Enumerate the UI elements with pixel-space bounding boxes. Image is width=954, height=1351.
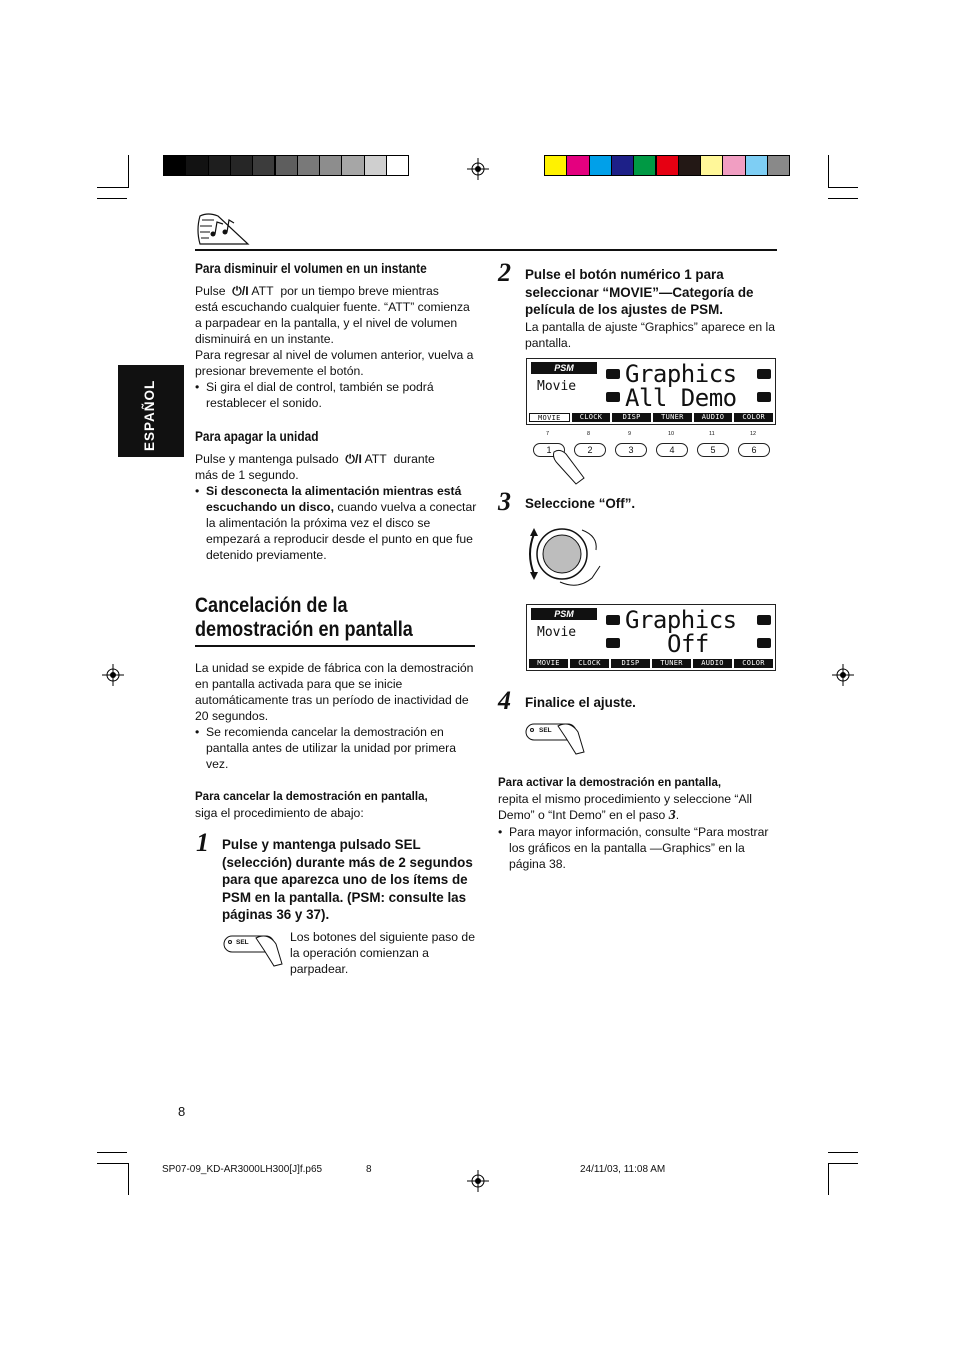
- finger-press-icon: [550, 448, 586, 486]
- lcd-display: [526, 358, 776, 425]
- lcd-line2: Off: [667, 630, 709, 658]
- step-number: 1: [196, 828, 209, 857]
- calibration-swatch: [633, 155, 656, 176]
- registration-mark-icon: [102, 664, 124, 686]
- section-heading: Para apagar la unidad: [195, 429, 319, 444]
- lcd-tab: CLOCK: [570, 659, 609, 668]
- section2-body: Pulse y mantenga pulsado ⏻/I ATT durante más de 1 segundo. • Si desconecta la alimentación mientras está escuchando un disco, cuando vuelva a conectar la alimentación la próxima vez el disco se empezará a reproducir desde el punto en que fue detenido previamente.: [195, 451, 477, 563]
- calibration-swatch: [656, 155, 679, 176]
- number-key-3: 3: [615, 443, 647, 457]
- lcd-tab: COLOR: [734, 413, 773, 422]
- right-arrow-icon: [757, 392, 771, 402]
- calibration-swatch: [722, 155, 745, 176]
- lcd-line2: All Demo: [625, 384, 737, 412]
- step-note: La pantalla de ajuste “Graphics” aparece en la pantalla.: [525, 320, 775, 350]
- activate-note: Para activar la demostración en pantalla, repita el mismo procedimiento y seleccione “All Demo” o “Int Demo” en el paso 3. • Para mayor información, consulte “Para mostrar los gráficos en la pantalla —Graphics” en la página 38.: [498, 775, 778, 872]
- power-att-icon: ⏻/I: [232, 284, 249, 298]
- calibration-swatch: [208, 155, 231, 176]
- sel-label: SEL: [236, 939, 249, 946]
- page-number: 8: [178, 1104, 186, 1119]
- number-key-5: 5: [697, 443, 729, 457]
- calibration-swatch: [767, 155, 790, 176]
- section1-body: Pulse ⏻/I ATT por un tiempo breve mientras está escuchando cualquier fuente. “ATT” comienza a parpadear en la pantalla, y el nivel de volumen disminuirá en un instante. Para regresar al nivel de volumen anterior, vuelva a presionar brevemente el botón. • Si gira el dial de control, también se podrá restablecer el sonido.: [195, 283, 475, 411]
- right-arrow-icon: [757, 638, 771, 648]
- calibration-swatch: [163, 155, 186, 176]
- calibration-swatch: [566, 155, 589, 176]
- lcd-line1: Graphics: [625, 360, 737, 388]
- sel-label: SEL: [539, 727, 552, 734]
- lcd-tabs: [529, 413, 773, 422]
- lcd-tab: AUDIO: [693, 659, 732, 668]
- left-arrow-icon: [606, 392, 620, 402]
- lcd-tab: COLOR: [734, 659, 773, 668]
- lcd-tab: MOVIE: [529, 659, 568, 668]
- number-key-2: 2: [574, 443, 606, 457]
- calibration-swatch: [319, 155, 342, 176]
- registration-mark-icon: [467, 1170, 489, 1192]
- power-att-icon: ⏻/I: [345, 452, 362, 466]
- calibration-swatch: [341, 155, 364, 176]
- language-label: ESPAÑOL: [142, 379, 157, 451]
- step-title: Pulse y mantenga pulsado SEL (selección) durante más de 2 segundos para que aparezca uno de los ítems de PSM en la pantalla. (PSM: consulte las páginas 36 y 37).: [222, 837, 473, 922]
- lcd-line1: Graphics: [625, 606, 737, 634]
- header-rule: [195, 249, 777, 251]
- prev-icon: [606, 369, 620, 379]
- lcd-tab: CLOCK: [572, 413, 611, 422]
- lcd-tab: TUNER: [652, 659, 691, 668]
- calibration-swatch: [611, 155, 634, 176]
- step-title: Finalice el ajuste.: [525, 695, 636, 710]
- next-icon: [757, 615, 771, 625]
- calibration-swatch: [386, 155, 409, 176]
- calibration-swatch: [297, 155, 320, 176]
- calibration-swatch: [678, 155, 701, 176]
- next-icon: [757, 369, 771, 379]
- sel-button-icon: [524, 718, 586, 758]
- calibration-swatch: [275, 155, 298, 176]
- footer-file: SP07-09_KD-AR3000LH300[J]f.p65: [162, 1164, 323, 1175]
- calibration-swatch: [185, 155, 208, 176]
- calibration-swatch: [252, 155, 275, 176]
- calibration-swatch: [230, 155, 253, 176]
- step-title: Pulse el botón numérico 1 para seleccionar “MOVIE”—Categoría de película de los ajustes de PSM.: [525, 267, 754, 317]
- lcd-tab: DISP: [612, 413, 651, 422]
- calibration-swatch: [745, 155, 768, 176]
- category-label: Movie: [537, 625, 577, 640]
- section3-body: La unidad se expide de fábrica con la demostración en pantalla activada para que se inicie automáticamente tras un período de inactividad de 20 segundos. • Se recomienda cancelar la demostración en pantalla antes de utilizar la unidad por primera vez. Para cancelar la demostración en pantalla, siga el procedimiento de abajo:: [195, 660, 475, 821]
- psm-badge: PSM: [531, 362, 597, 374]
- step-title: Seleccione “Off”.: [525, 496, 636, 511]
- step-number: 2: [498, 258, 511, 287]
- calibration-swatch: [544, 155, 567, 176]
- music-notes-icon: [196, 210, 254, 246]
- lcd-tab: DISP: [611, 659, 650, 668]
- title-rule: [195, 645, 475, 647]
- calibration-swatch: [589, 155, 612, 176]
- section-title: Cancelación de la demostración en pantalla: [195, 594, 413, 641]
- left-arrow-icon: [606, 638, 620, 648]
- calibration-swatch: [364, 155, 387, 176]
- footer-date: 24/11/03, 11:08 AM: [580, 1164, 666, 1175]
- footer-page: 8: [366, 1164, 372, 1175]
- lcd-tab: AUDIO: [694, 413, 733, 422]
- lcd-display: [526, 604, 776, 671]
- lcd-tab: MOVIE: [529, 413, 570, 422]
- step-number: 4: [498, 686, 511, 715]
- number-key-4: 4: [656, 443, 688, 457]
- section-heading: Para disminuir el volumen en un instante: [195, 261, 427, 276]
- lcd-tab: TUNER: [653, 413, 692, 422]
- prev-icon: [606, 615, 620, 625]
- number-key-6: 6: [738, 443, 770, 457]
- control-dial-icon: [520, 520, 602, 590]
- language-side-tab: [118, 365, 184, 457]
- psm-badge: PSM: [531, 608, 597, 620]
- category-label: Movie: [537, 379, 577, 394]
- sel-button-icon: [222, 930, 284, 970]
- step-number: 3: [498, 487, 511, 516]
- calibration-swatch: [700, 155, 723, 176]
- registration-mark-icon: [832, 664, 854, 686]
- lcd-tabs: [529, 659, 773, 668]
- number-key-1: 1: [533, 443, 565, 457]
- registration-mark-icon: [467, 158, 489, 180]
- step-note: Los botones del siguiente paso de la operación comienzan a parpadear.: [290, 930, 475, 976]
